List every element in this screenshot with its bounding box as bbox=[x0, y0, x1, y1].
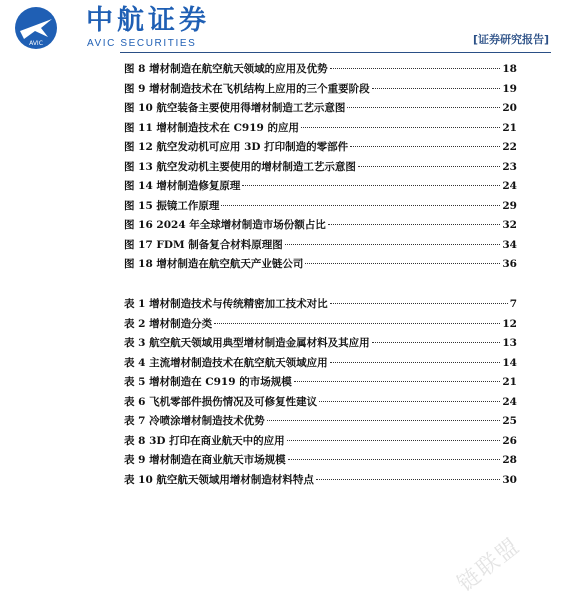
dot-leader bbox=[328, 224, 501, 225]
dot-leader bbox=[347, 107, 500, 108]
figure-entry[interactable] bbox=[124, 236, 517, 256]
report-type-tag: [证券研究报告] bbox=[472, 33, 549, 46]
dot-leader bbox=[287, 440, 501, 441]
dot-leader bbox=[319, 401, 500, 402]
page-header bbox=[0, 0, 573, 56]
figure-entry[interactable] bbox=[124, 138, 517, 158]
entry-title: 图 13 航空发动机主要使用的增材制造工艺示意图 bbox=[124, 160, 356, 173]
entry-title: 图 17 FDM 制备复合材料原理图 bbox=[124, 238, 283, 251]
svg-text:AVIC: AVIC bbox=[29, 40, 43, 47]
entry-title: 表 3 航空航天领域用典型增材制造金属材料及其应用 bbox=[124, 337, 370, 349]
figure-index bbox=[124, 60, 517, 275]
figure-entry[interactable] bbox=[124, 177, 517, 197]
entry-title: 图 16 2024 年全球增材制造市场份额占比 bbox=[124, 219, 326, 231]
table-entry[interactable] bbox=[124, 295, 517, 315]
entry-title: 图 18 增材制造在航空航天产业链公司 bbox=[124, 258, 304, 270]
dot-leader bbox=[242, 185, 500, 186]
table-entry[interactable] bbox=[124, 315, 517, 335]
entry-page-number: 34 bbox=[502, 238, 517, 251]
dot-leader bbox=[294, 381, 501, 382]
entry-title: 图 8 增材制造在航空航天领域的应用及优势 bbox=[124, 63, 328, 75]
figure-entry[interactable] bbox=[124, 255, 517, 275]
entry-page-number: 21 bbox=[502, 376, 517, 388]
entry-title: 图 9 增材制造技术在飞机结构上应用的三个重要阶段 bbox=[124, 82, 370, 95]
dot-leader bbox=[358, 166, 500, 167]
header-rule bbox=[120, 52, 551, 53]
dot-leader bbox=[330, 303, 508, 304]
entry-title: 表 4 主流增材制造技术在航空航天领域应用 bbox=[124, 356, 328, 369]
entry-page-number: 30 bbox=[502, 473, 517, 486]
dot-leader bbox=[330, 362, 501, 363]
table-entry[interactable] bbox=[124, 451, 517, 471]
entry-title: 图 15 振镜工作原理 bbox=[124, 199, 220, 212]
dot-leader bbox=[350, 146, 500, 147]
entry-title: 图 11 增材制造技术在 C919 的应用 bbox=[124, 121, 300, 134]
table-entry[interactable] bbox=[124, 373, 517, 393]
entry-title: 表 1 增材制造技术与传统精密加工技术对比 bbox=[124, 298, 328, 310]
entry-page-number: 28 bbox=[502, 454, 517, 466]
entry-page-number: 12 bbox=[502, 317, 517, 330]
entry-page-number: 18 bbox=[502, 63, 517, 75]
dot-leader bbox=[214, 323, 500, 324]
figure-entry[interactable] bbox=[124, 158, 517, 178]
figure-entry[interactable] bbox=[124, 216, 517, 236]
entry-page-number: 24 bbox=[502, 395, 517, 408]
entry-page-number: 21 bbox=[502, 121, 517, 134]
entry-page-number: 36 bbox=[502, 258, 517, 270]
figure-entry[interactable] bbox=[124, 99, 517, 119]
entry-title: 表 9 增材制造在商业航天市场规模 bbox=[124, 454, 286, 466]
brand-name-cn: 中航证券 bbox=[86, 5, 210, 36]
entry-title: 图 14 增材制造修复原理 bbox=[124, 180, 241, 192]
entry-page-number: 13 bbox=[502, 337, 517, 349]
entry-title: 表 7 冷喷涂增材制造技术优势 bbox=[124, 415, 265, 427]
figure-entry[interactable] bbox=[124, 119, 517, 139]
entry-title: 表 10 航空航天领域用增材制造材料特点 bbox=[124, 473, 314, 486]
entry-title: 表 2 增材制造分类 bbox=[124, 317, 213, 330]
table-entry[interactable] bbox=[124, 354, 517, 374]
entry-page-number: 14 bbox=[502, 356, 517, 369]
entry-page-number: 23 bbox=[502, 160, 517, 173]
dot-leader bbox=[288, 459, 501, 460]
table-entry[interactable] bbox=[124, 432, 517, 452]
figure-entry[interactable] bbox=[124, 197, 517, 217]
entry-page-number: 22 bbox=[502, 141, 517, 153]
entry-title: 图 10 航空装备主要使用得增材制造工艺示意图 bbox=[124, 102, 346, 114]
entry-title: 表 8 3D 打印在商业航天中的应用 bbox=[124, 434, 285, 447]
table-entry[interactable] bbox=[124, 471, 517, 491]
watermark: 链联盟 bbox=[453, 533, 526, 598]
table-entry[interactable] bbox=[124, 412, 517, 432]
dot-leader bbox=[316, 479, 500, 480]
dot-leader bbox=[305, 263, 500, 264]
figure-entry[interactable] bbox=[124, 80, 517, 100]
dot-leader bbox=[330, 68, 501, 69]
dot-leader bbox=[372, 88, 501, 89]
entry-title: 图 12 航空发动机可应用 3D 打印制造的零部件 bbox=[124, 141, 349, 153]
entry-page-number: 19 bbox=[502, 82, 517, 95]
dot-leader bbox=[285, 244, 501, 245]
entry-page-number: 7 bbox=[509, 298, 517, 310]
dot-leader bbox=[267, 420, 501, 421]
entry-title: 表 6 飞机零部件损伤情况及可修复性建议 bbox=[124, 395, 318, 408]
avic-logo-icon bbox=[14, 6, 58, 50]
figure-entry[interactable] bbox=[124, 60, 517, 80]
entry-page-number: 32 bbox=[502, 219, 517, 231]
entry-page-number: 24 bbox=[502, 180, 517, 192]
entry-title: 表 5 增材制造在 C919 的市场规模 bbox=[124, 376, 292, 388]
entry-page-number: 20 bbox=[502, 102, 517, 114]
dot-leader bbox=[221, 205, 500, 206]
brand-name-en: AVIC SECURITIES bbox=[87, 38, 197, 49]
entry-page-number: 26 bbox=[502, 434, 517, 447]
dot-leader bbox=[301, 127, 500, 128]
entry-page-number: 25 bbox=[502, 415, 517, 427]
table-entry[interactable] bbox=[124, 393, 517, 413]
table-entry[interactable] bbox=[124, 334, 517, 354]
dot-leader bbox=[372, 342, 501, 343]
entry-page-number: 29 bbox=[502, 199, 517, 212]
table-index bbox=[124, 295, 517, 490]
